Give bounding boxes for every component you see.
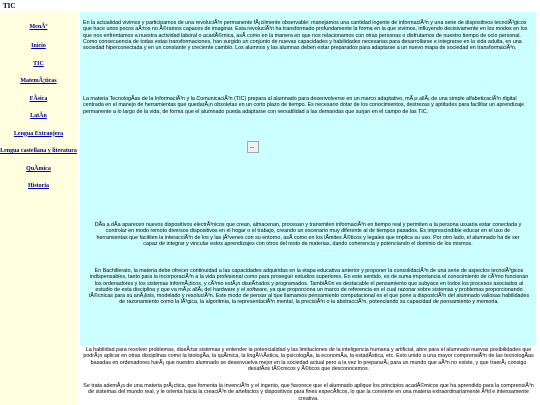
sidebar-item-quimica[interactable]: QuÃmica (26, 165, 51, 172)
sidebar-menu (0, 12, 77, 405)
content-panel (80, 12, 536, 345)
sidebar-item-inicio[interactable]: Inicio (31, 43, 46, 49)
sidebar-item-latin[interactable]: LatÃn (30, 113, 47, 119)
nav-list (0, 43, 77, 191)
sidebar-item-lengua-extranjera[interactable]: Lengua Extranjera (13, 130, 64, 137)
paragraph-intro: En la actualidad vivimos y participamos de una revoluciÃ³n permanente fÃ¡cilmente observable: manejamos una cantidad ingente de informaciÃ³n y una serie de dispositivos tecnolÃ³gicos que hace unos pocos aÃ±os no Ã©ramos capaces de imaginar. Esta revoluciÃ³n ha transformado profundamente la forma en la que vivimos, influyendo decisivamente en los modos en los que nos enfrentamos a nuestra actividad laboral o acadÃ©mica, asÃ como en la manera en que nos relacionamos con otras personas o disfrutamos de nuestro tiempo de ocio personal. Como consecuencia de todas estas transformaciones, han surgido un conjunto de nuevas capacidades y habilidades necesarias para desarrollarse e integrarse en la vida adulta, en una sociedad hiperconectada y en un constante y creciente cambio. Los alumnos y las alumnas deben estar preparados para adaptarse a un nuevo mapa de sociedad en transformaciÃ³n. (83, 20, 528, 52)
paragraph-tic-subject: La materia TecnologÃas de la InformaciÃ³n y la ComunicaciÃ³n (TIC) prepara al alumnado para desenvolverse en un marco adaptativo, mÃ¡s allÃ¡ de una simple alfabetizaciÃ³n digital centrada en el manejo de herramientas que quedarÃ¡n obsoletas en un corto plazo de tiempo. Es necesario dotar de los conocimientos, destrezas y aptitudes para facilitar un aprendizaje permanente a lo largo de la vida, de forma que el alumnado pueda adaptarse con versatilidad a las demandas que surjan en el campo de las TIC. (83, 96, 525, 115)
paragraph-practical: Se trata ademÃ¡s de una materia prÃ¡ctica, que fomenta la invenciÃ³n y el ingenio, que favorece que el alumnado aplique los principios acadÃ©micos que ha aprendido para la comprensiÃ³n de sistemas del mundo real, y le orienta hacia la creaciÃ³n de artefactos y dispositivos para fines especÃficos, lo que la convierte en una materia extraordinariamente Ãºtil e intensamente creativa. (83, 383, 534, 402)
paragraph-bachillerato: En Bachillerato, la materia debe ofrecer continuidad a las capacidades adquiridas en la etapa educativa anterior y proponer la consolidaciÃ³n de una serie de aspectos tecnolÃ³gicos indispensables, tanto para la incorporaciÃ³n a la vida profesional como para proseguir estudios superiores. En este sentido, es de suma importancia el conocimiento de cÃ³mo funcionan los ordenadores y los sistemas informÃ¡ticos, y cÃ³mo estÃ¡n diseÃ±ados y programados. TambiÃ©n es destacable el pensamiento que subyace en todos los procesos asociados al estudio de esta disciplina y que va mÃ¡s allÃ¡ del hardware y el software, ya que proporciona un marco de referencia en el cual razonar sobre sistemas y problemas proporcionando tÃ©cnicas para su anÃ¡lisis, modelado y resoluciÃ³n. Este modo de pensar al que llamamos pensamiento computacional es el que pone a disposiciÃ³n del alumnado valiosas habilidades de razonamiento como la lÃ³gica, la algoritmia, la representaciÃ³n mental, la precisiÃ³n o la abstracciÃ³n, potenciando su capacidad de pensamiento y memoria. (88, 268, 530, 306)
sidebar-item-lengua-castellana[interactable]: Lengua castellana y literatura (0, 148, 77, 154)
paragraph-problem-solving: La habilidad para resolver problemas, diseÃ±ar sistemas y entender la potencialidad y las limitaciones de la inteligencia humana y artificial, abre para el alumnado nuevas posibilidades que podrÃ¡n aplicar en otras disciplinas como la biologÃa, la quÃmica, la lingÃ¼Ãstica, la psicologÃa, la economÃa, la estadÃstica, etc. Esto unido a una mayor comprensiÃ³n de las tecnologÃas basadas en ordenadores harÃ¡ que nuestro alumnado se desenvuelva mejor en la sociedad actual pero a la vez lo prepararÃ¡ para un mundo que aÃºn no existe, y que traerÃ¡ consigo desafÃos tÃ©cnicos y Ã©ticos que desconocemos. (83, 347, 534, 372)
sidebar-item-fisica[interactable]: FÃsica (29, 95, 48, 102)
page-title: TIC (3, 2, 16, 10)
sidebar-item-historia[interactable]: Historia (28, 183, 49, 189)
sidebar-item-tic[interactable]: TIC (33, 60, 44, 67)
main-content (80, 12, 536, 405)
paragraph-devices: DÃa a dÃa aparecen nuevos dispositivos electrÃ³nicos que crean, almacenan, procesan y transmiten informaciÃ³n en tiempo real y permiten a la persona usuaria estar conectada y controlar en modo remoto diversos dispositivos en el hogar o el trabajo, creando un escenario muy diferente al de tiempos pasados. Es imprescindible educar en el uso de herramientas que faciliten la interacciÃ³n de los y las jÃ³venes con su entorno, asÃ como en los lÃmites Ã©ticos y legales que implica su uso. Por otro lado, el alumnado ha de ser capaz de integrar y vincular estos aprendizajes con otros del resto de materias, dando coherencia y potenciando el dominio de los mismos. (94, 222, 522, 247)
sidebar-item-matematicas[interactable]: MatemÃ¡ticas (20, 78, 57, 84)
menu-heading-link[interactable]: MenÃº (29, 24, 48, 30)
broken-image-icon (247, 141, 259, 153)
